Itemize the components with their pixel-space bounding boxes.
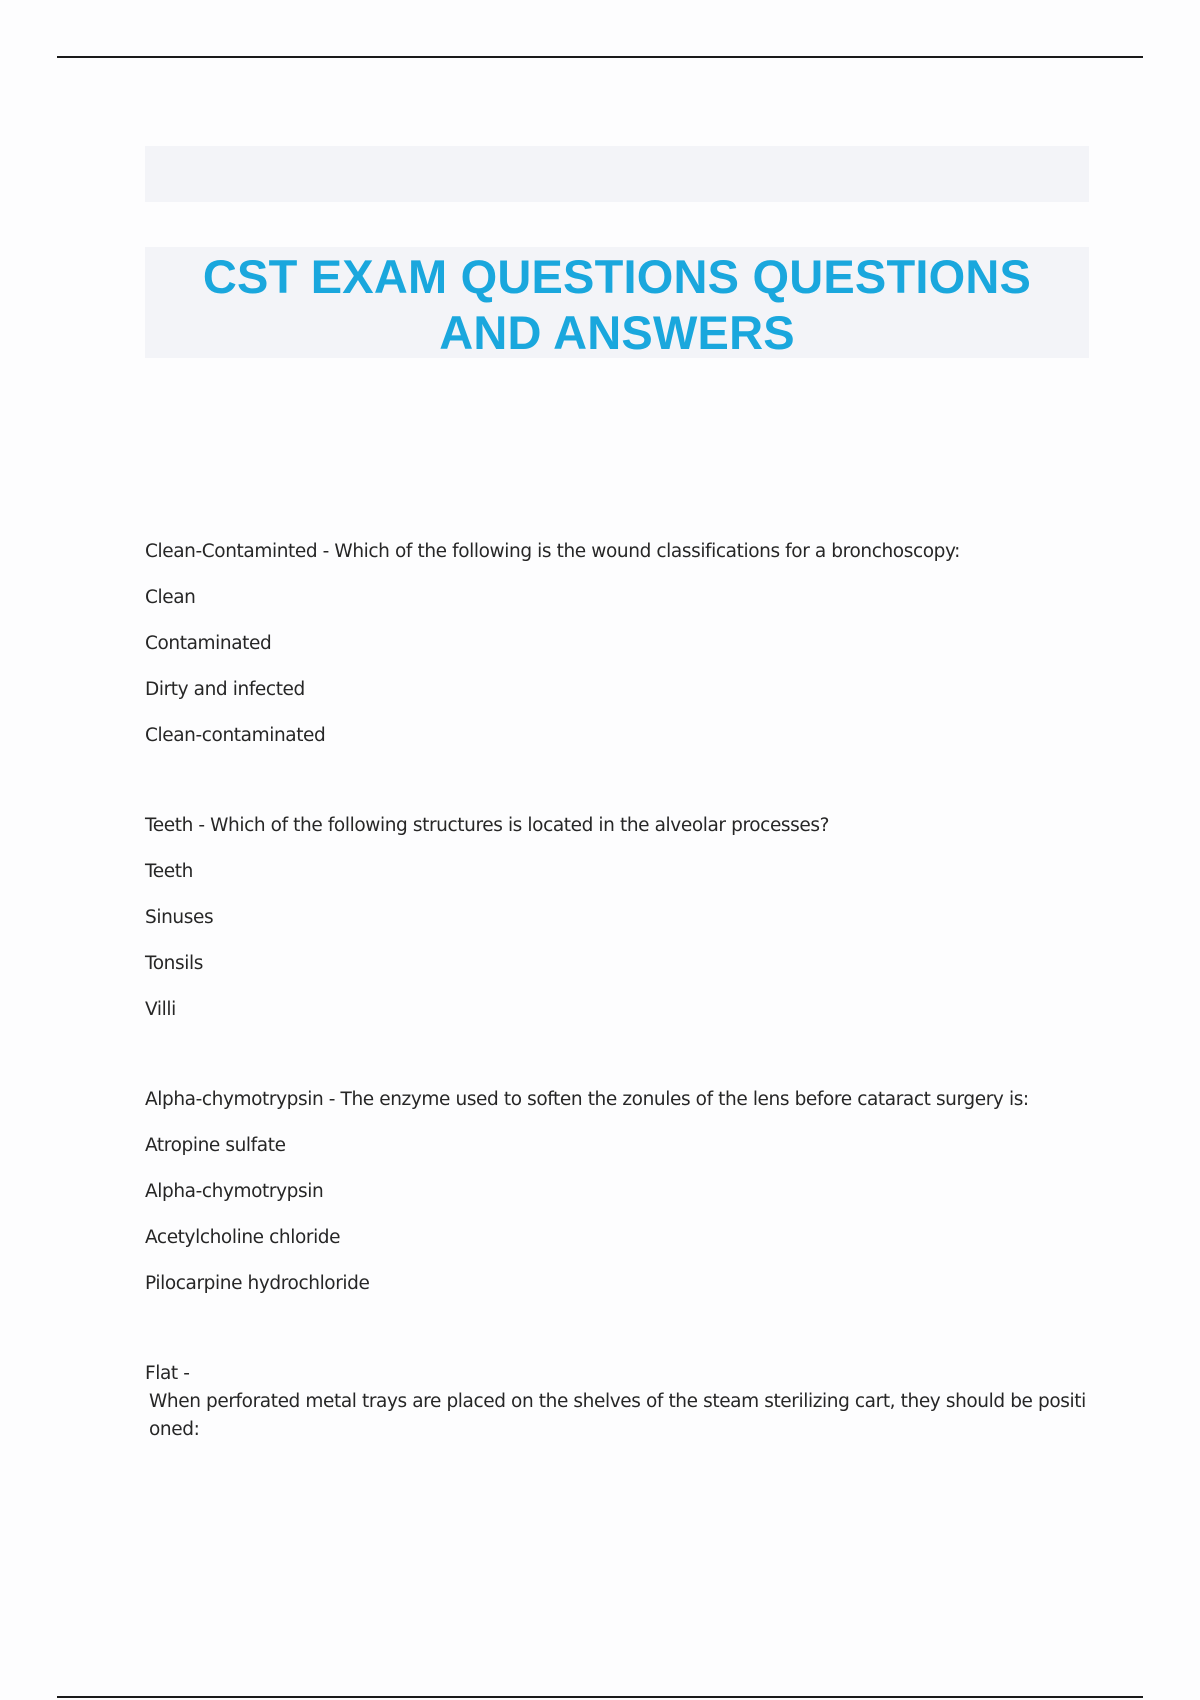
answer-option: Villi (145, 999, 176, 1020)
title-band (145, 247, 1089, 358)
answer-option: Clean-contaminated (145, 725, 326, 746)
answer-option: Pilocarpine hydrochloride (145, 1273, 370, 1294)
answer-option: Atropine sulfate (145, 1135, 286, 1156)
question-prompt: Clean-Contaminted - Which of the following is the wound classifications for a bronchoscopy: (145, 541, 961, 562)
question-block-3 (145, 1086, 1089, 1315)
answer-option: Acetylcholine chloride (145, 1227, 341, 1248)
answer-option: Teeth (145, 861, 193, 882)
question-block-4 (145, 1360, 1089, 1444)
question-answer-label: Flat - (145, 1363, 190, 1384)
title-line-2: AND ANSWERS (439, 306, 795, 359)
answer-option: Tonsils (145, 953, 203, 974)
document-title (145, 247, 1089, 361)
question-block-1 (145, 538, 1089, 767)
answer-option: Dirty and infected (145, 679, 305, 700)
answer-option: Contaminated (145, 633, 272, 654)
question-prompt: Alpha-chymotrypsin - The enzyme used to soften the zonules of the lens before cataract surgery is: (145, 1089, 1029, 1110)
answer-option: Alpha-chymotrypsin (145, 1181, 324, 1202)
answer-option: Clean (145, 587, 196, 608)
top-rule (57, 56, 1143, 58)
header-band (145, 146, 1089, 202)
answer-option: Sinuses (145, 907, 214, 928)
questions-content (145, 538, 1089, 1489)
question-prompt: When perforated metal trays are placed on the shelves of the steam sterilizing cart, they should be positi oned: (149, 1391, 1086, 1440)
title-line-1: CST EXAM QUESTIONS QUESTIONS (202, 250, 1032, 303)
question-prompt: Teeth - Which of the following structures is located in the alveolar processes? (145, 815, 830, 836)
question-block-2 (145, 812, 1089, 1041)
bottom-rule (57, 1696, 1143, 1698)
